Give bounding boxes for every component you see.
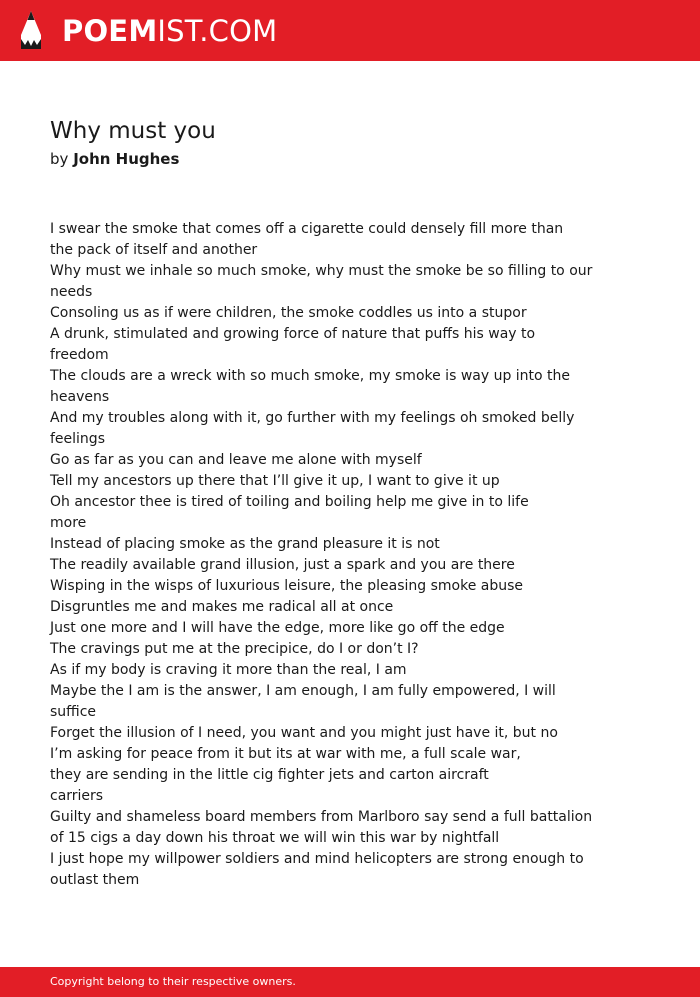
copyright-text: Copyright belong to their respective owners.: [50, 975, 296, 988]
site-footer: [0, 967, 700, 997]
poem-line: freedom: [50, 347, 109, 363]
poem-line: outlast them: [50, 872, 140, 888]
poem-line: Guilty and shameless board members from Marlboro say send a full battalion: [50, 809, 593, 825]
poem-line: Go as far as you can and leave me alone with myself: [50, 452, 422, 468]
poem-line: Oh ancestor thee is tired of toiling and boiling help me give in to life: [50, 494, 529, 510]
poem-line: The clouds are a wreck with so much smoke, my smoke is way up into the: [50, 368, 571, 384]
poem-line: suffice: [50, 704, 97, 720]
poem-line: feelings: [50, 431, 105, 447]
poem-line: Just one more and I will have the edge, more like go off the edge: [50, 620, 505, 636]
site-logo[interactable]: [62, 14, 277, 48]
pencil-icon[interactable]: [18, 9, 44, 51]
site-header: [0, 0, 700, 61]
author-name: John Hughes: [73, 150, 180, 168]
poem-line: A drunk, stimulated and growing force of nature that puffs his way to: [50, 326, 536, 342]
poem-line: Why must we inhale so much smoke, why must the smoke be so filling to our: [50, 263, 593, 279]
poem-line: The cravings put me at the precipice, do I or don’t I?: [50, 641, 419, 657]
poem-line: The readily available grand illusion, just a spark and you are there: [50, 557, 515, 573]
logo-text-light: IST.COM: [157, 14, 278, 48]
poem-line: Consoling us as if were children, the smoke coddles us into a stupor: [50, 305, 527, 321]
poem-line: of 15 cigs a day down his throat we will win this war by nightfall: [50, 830, 500, 846]
poem-body: [50, 219, 610, 891]
poem-line: needs: [50, 284, 93, 300]
poem-line: And my troubles along with it, go further with my feelings oh smoked belly: [50, 410, 575, 426]
poem-line: carriers: [50, 788, 104, 804]
poem-line: Forget the illusion of I need, you want and you might just have it, but no: [50, 725, 558, 741]
poem-line: they are sending in the little cig fighter jets and carton aircraft: [50, 767, 489, 783]
poem-line: Wisping in the wisps of luxurious leisure, the pleasing smoke abuse: [50, 578, 524, 594]
poem-line: Instead of placing smoke as the grand pleasure it is not: [50, 536, 440, 552]
poem-line: Disgruntles me and makes me radical all at once: [50, 599, 394, 615]
poem-line: more: [50, 515, 87, 531]
by-label: by: [50, 150, 69, 168]
poem-line: I just hope my willpower soldiers and mind helicopters are strong enough to: [50, 851, 584, 867]
poem-byline: [50, 149, 179, 169]
poem-line: heavens: [50, 389, 110, 405]
poem-line: As if my body is craving it more than the real, I am: [50, 662, 407, 678]
poem-line: I swear the smoke that comes off a cigarette could densely fill more than: [50, 221, 564, 237]
logo-text-strong: POEM: [62, 14, 158, 48]
poem-title: Why must you: [50, 118, 216, 144]
poem-line: Tell my ancestors up there that I’ll give it up, I want to give it up: [50, 473, 500, 489]
poem-line: the pack of itself and another: [50, 242, 258, 258]
poem-line: I’m asking for peace from it but its at war with me, a full scale war,: [50, 746, 521, 762]
poem-line: Maybe the I am is the answer, I am enough, I am fully empowered, I will: [50, 683, 556, 699]
